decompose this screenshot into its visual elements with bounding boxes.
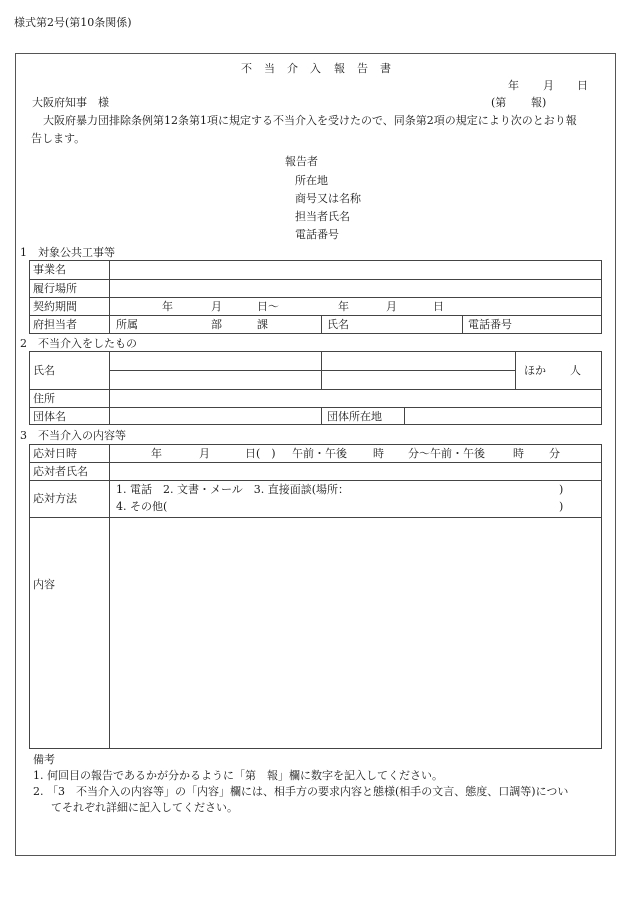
table-rule [29,462,602,463]
dt-ampm-start: 午前・午後 [292,447,347,460]
table-rule [29,333,602,334]
project-name-label: 事業名 [33,263,66,276]
officer-name-label: 氏名 [327,318,349,331]
date-day: 日 [577,79,588,92]
dt-minute-start: 分～午前・午後 [408,447,485,460]
method-close-paren-1: ) [559,483,564,496]
bu-label: 部 [211,318,222,331]
dt-day: 日( ) [245,447,276,460]
table-rule [29,315,602,316]
section3-heading: 3 不当介入の内容等 [20,429,126,442]
title-char: 当 [264,62,275,75]
officer-label: 府担当者 [33,318,77,331]
date-year: 年 [508,79,519,92]
table-rule [321,351,322,390]
note-2-line2: てそれぞれ詳細に記入してください。 [51,801,238,814]
table-rule [462,315,463,334]
method-options-line2: 4. その他( [116,500,168,513]
note-1: 1. 何回目の報告であるかが分かるように「第 報」欄に数字を記入してください。 [33,769,443,782]
datetime-label: 応対日時 [33,447,77,460]
dt-minute-end: 分 [549,447,560,460]
offender-address-label: 住所 [33,392,55,405]
notes-heading: 備考 [33,753,55,766]
addressee: 大阪府知事 様 [32,96,109,109]
table-rule [109,260,110,334]
dt-hour-end: 時 [513,447,524,460]
period-day-start: 日～ [257,300,279,313]
form-number-label: 様式第2号(第10条関係) [14,16,132,29]
others-label: ほか [524,364,546,377]
period-year-end: 年 [338,300,349,313]
title-char: 不 [241,62,252,75]
table-rule [601,260,602,334]
table-rule [601,351,602,425]
table-rule [321,407,322,425]
dt-hour-start: 時 [373,447,384,460]
reporter-address-label: 所在地 [295,174,328,187]
content-label: 内容 [33,578,55,591]
body-text-line1: 大阪府暴力団排除条例第12条第1項に規定する不当介入を受けたので、同条第2項の規定により次のとおり報 [43,114,577,127]
ka-label: 課 [257,318,268,331]
table-rule [29,444,30,749]
title-char: 告 [357,62,368,75]
group-address-label: 団体所在地 [327,410,382,423]
report-number-open[interactable]: (第 [491,96,507,109]
method-options-line1: 1. 電話 2. 文書・メール 3. 直接面談(場所： [116,483,350,496]
reporter-phone-label: 電話番号 [295,228,339,241]
officer-phone-label: 電話番号 [468,318,512,331]
table-rule [515,351,516,390]
title-char: 報 [334,62,345,75]
dt-month: 月 [199,447,210,460]
table-rule [29,260,602,261]
period-label: 契約期間 [33,300,77,313]
table-rule [404,407,405,425]
section1-heading: 1 対象公共工事等 [20,246,115,259]
persons-label: 人 [570,364,581,377]
reporter-heading: 報告者 [285,155,318,168]
method-label: 応対方法 [33,492,77,505]
body-text-line2: 告します。 [31,132,86,145]
table-rule [109,351,110,425]
table-rule [29,444,602,445]
period-month-start: 月 [211,300,222,313]
table-rule [29,748,602,749]
table-rule [29,279,602,280]
report-number-close: 報) [531,96,547,109]
dept-label: 所属 [116,318,138,331]
method-close-paren-2: ) [559,500,564,513]
table-rule [109,444,110,749]
responder-label: 応対者氏名 [33,465,88,478]
offender-name-label: 氏名 [33,364,55,377]
table-rule [29,351,602,352]
title-char: 書 [380,62,391,75]
reporter-person-label: 担当者氏名 [295,210,350,223]
note-2-line1: 2. 「3 不当介入の内容等」の「内容」欄には、相手方の要求内容と態様(相手の文言、態度、口調等)につい [33,785,569,798]
dt-year: 年 [151,447,162,460]
table-rule [29,424,602,425]
period-month-end: 月 [386,300,397,313]
table-rule [29,260,30,334]
title-char: 入 [310,62,321,75]
table-rule [29,517,602,518]
table-rule [601,444,602,749]
table-rule [321,315,322,334]
period-day-end: 日 [433,300,444,313]
reporter-company-label: 商号又は名称 [295,192,361,205]
table-rule [29,351,30,425]
table-rule [29,480,602,481]
date-month: 月 [543,79,554,92]
table-rule [29,389,602,390]
section2-heading: 2 不当介入をしたもの [20,337,137,350]
table-rule [29,297,602,298]
table-rule [109,370,515,371]
group-name-label: 団体名 [33,410,66,423]
period-year-start: 年 [162,300,173,313]
site-label: 履行場所 [33,282,77,295]
table-rule [29,407,602,408]
title-char: 介 [287,62,298,75]
